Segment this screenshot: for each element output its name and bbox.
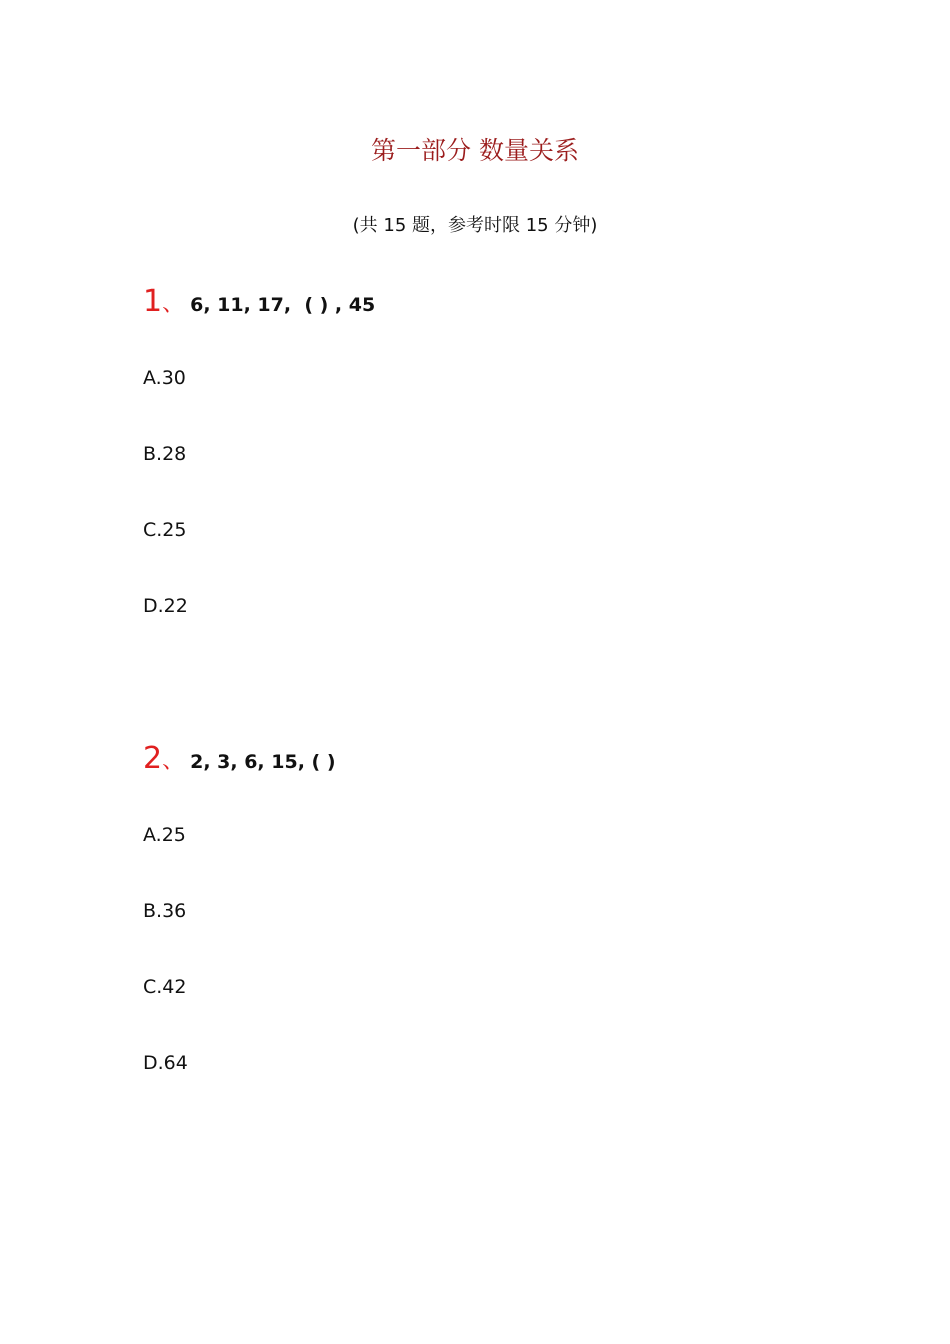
option-d[interactable]: D.22	[143, 595, 188, 617]
option-d[interactable]: D.64	[143, 1052, 188, 1074]
question-1	[143, 284, 843, 617]
question-number: 2	[143, 741, 163, 776]
option-c[interactable]: C.25	[143, 519, 187, 541]
question-text: 2, 3, 6, 15, ( )	[190, 751, 336, 773]
option-c[interactable]: C.42	[143, 976, 187, 998]
page-title: 第一部分 数量关系	[371, 136, 579, 165]
question-text: 6, 11, 17, ( ) , 45	[190, 294, 376, 316]
option-b[interactable]: B.36	[143, 900, 187, 922]
page-subtitle: (共 15 题，参考时限 15 分钟)	[352, 215, 598, 236]
question-1-header	[143, 284, 843, 324]
question-separator: 、	[162, 749, 185, 774]
option-a[interactable]: A.25	[143, 824, 186, 846]
question-2	[143, 741, 843, 1074]
question-separator: 、	[162, 292, 185, 317]
question-number: 1	[143, 284, 163, 319]
option-b[interactable]: B.28	[143, 443, 187, 465]
question-2-header	[143, 741, 843, 781]
option-a[interactable]: A.30	[143, 367, 186, 389]
